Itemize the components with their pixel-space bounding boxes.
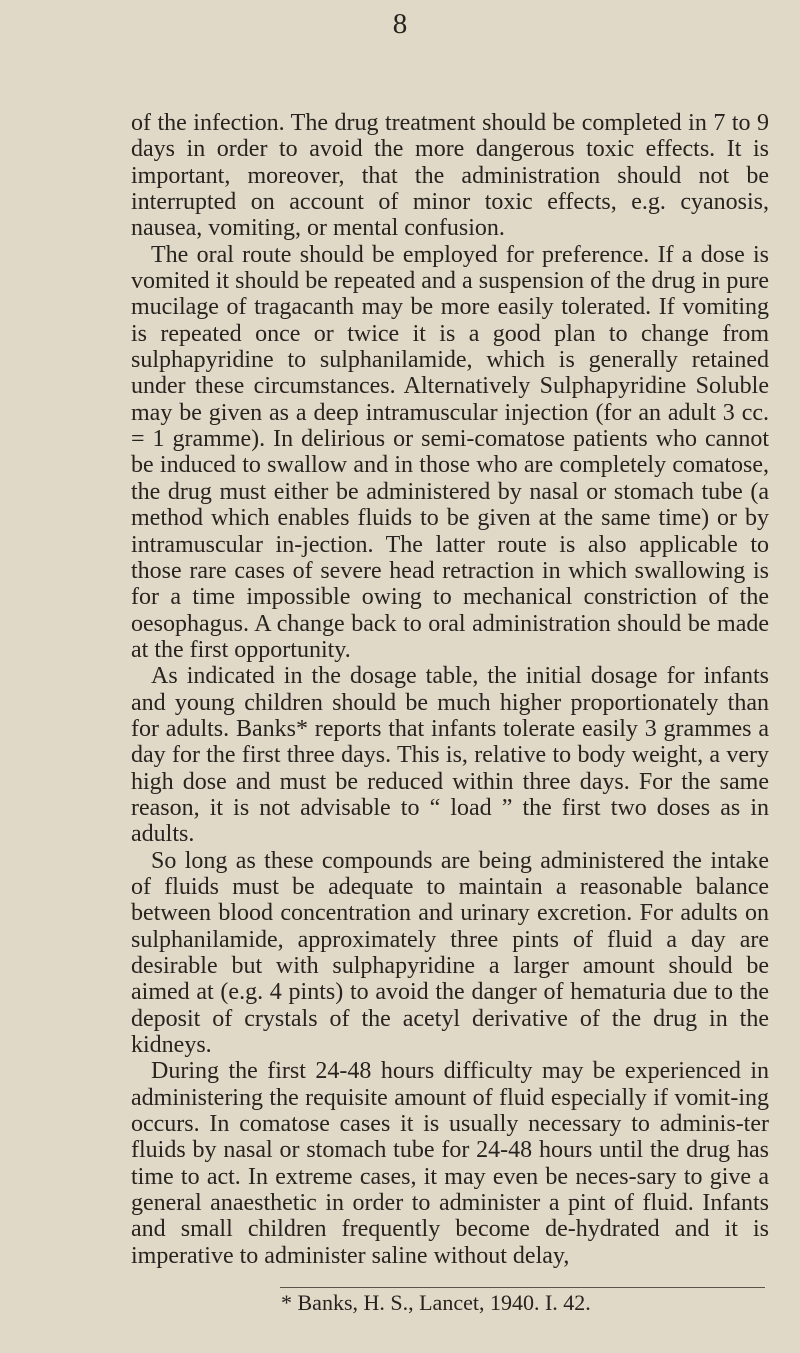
footnote-divider — [280, 1287, 765, 1288]
paragraph-infant-dosage: As indicated in the dosage table, the initial dosage for infants and young children should be much higher proportionately than for adults. Banks* reports that infants tolerate easily 3 grammes a day for the first three days. This is, relative to body weight, a very high dose and must be reduced within three days. For the same reason, it is not advisable to “ load ” the first two doses as in adults. — [131, 663, 769, 848]
body-text — [131, 110, 769, 1269]
page-number: 8 — [392, 8, 408, 40]
paragraph-fluid-intake: So long as these compounds are being administered the intake of fluids must be adequate to maintain a reasonable balance between blood concentration and urinary excretion. For adults on sulphanilamide, approximately three pints of fluid a day are desirable but with sulphapyridine a larger amount should be aimed at (e.g. 4 pints) to avoid the danger of hematuria due to the deposit of crystals of the acetyl derivative of the drug in the kidneys. — [131, 847, 769, 1059]
paragraph-fluid-administration: During the first 24-48 hours difficulty may be experienced in administering the requisite amount of fluid especially if vomit-ing occurs. In comatose cases it is usually necessary to adminis-ter fluids by nasal or stomach tube for 24-48 hours until the drug has time to act. In extreme cases, it may even be neces-sary to give a general anaesthetic in order to administer a pint of fluid. Infants and small children frequently become de-hydrated and it is imperative to administer saline without delay, — [131, 1058, 769, 1269]
paragraph-infection-treatment: of the infection. The drug treatment should be completed in 7 to 9 days in order to avoid the more dangerous toxic effects. It is important, moreover, that the administration should not be interrupted on account of minor toxic effects, e.g. cyanosis, nausea, vomiting, or mental confusion. — [131, 110, 769, 242]
paragraph-oral-route: The oral route should be employed for preference. If a dose is vomited it should be repeated and a suspension of the drug in pure mucilage of tragacanth may be more easily tolerated. If vomiting is repeated once or twice it is a good plan to change from sulphapyridine to sulphanilamide, which is generally retained under these circumstances. Alternatively Sulphapyridine Soluble may be given as a deep intramuscular injection (for an adult 3 cc. = 1 gramme). In delirious or semi-comatose patients who cannot be induced to swallow and in those who are completely comatose, the drug must either be administered by nasal or stomach tube (a method which enables fluids to be given at the same time) or by intramuscular in-jection. The latter route is also applicable to those rare cases of severe head retraction in which swallowing is for a time impossible owing to mechanical constriction of the oesophagus. A change back to oral administration should be made at the first opportunity. — [131, 241, 769, 663]
footnote: * Banks, H. S., Lancet, 1940. I. 42. — [281, 1290, 591, 1315]
